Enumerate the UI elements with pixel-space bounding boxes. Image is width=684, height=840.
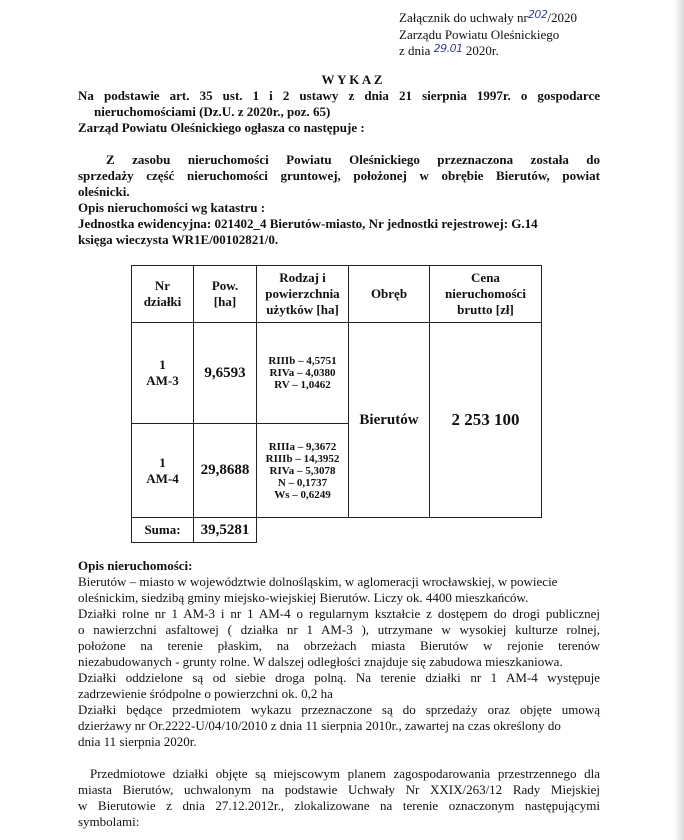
parcel-number-line: AM-3 xyxy=(146,373,179,388)
board-announcement: Zarząd Powiatu Oleśnickiego ogłasza co następuje : xyxy=(78,120,365,135)
gross-price: 2 253 100 xyxy=(430,323,542,518)
attachment-prefix: Załącznik do uchwały nr xyxy=(399,10,528,25)
header-nr-line: działki xyxy=(143,294,182,309)
header-cena-line: nieruchomości xyxy=(445,286,526,301)
parcel-area: 9,6593 xyxy=(194,323,257,424)
attachment-header xyxy=(399,10,577,60)
date-suffix: 2020r. xyxy=(465,43,499,58)
land-use-list xyxy=(257,323,349,424)
land-use-item: RIIIa – 9,3672 xyxy=(268,440,337,453)
zoning-line: miasta Bierutów, uchwalonym na podstawie Uchwały Nr XXIX/263/12 Rady Miejskiej xyxy=(78,782,600,797)
header-pow-line: Pow. xyxy=(211,278,239,293)
land-use-item: RIVa – 5,3078 xyxy=(269,464,336,477)
header-rodzaj-line: Rodzaj i xyxy=(279,270,326,285)
legal-basis-line-2: nieruchomościami (Dz.U. z 2020r., poz. 65) xyxy=(94,104,331,119)
header-rodzaj-line: użytków [ha] xyxy=(266,302,339,317)
empty-cell xyxy=(349,518,430,543)
description-line: położone na terenie płaskim, na obrzeżach miasta Bierutów w rejonie terenów xyxy=(78,638,600,653)
attachment-year: /2020 xyxy=(547,10,577,25)
land-use-item: RIVa – 4,0380 xyxy=(269,367,336,379)
header-pow-line: [ha] xyxy=(213,294,237,309)
zoning-line: symbolami: xyxy=(78,814,140,829)
cadastre-unit: Jednostka ewidencyjna: 021402_4 Bierutów-miasto, Nr jednostki rejestrowej: G.14 xyxy=(78,216,538,231)
cadastre-block xyxy=(78,200,538,248)
header-obreb xyxy=(349,266,430,323)
sale-line-3: oleśnicki. xyxy=(78,184,130,199)
document-title: W Y K A Z xyxy=(321,72,383,87)
table-header-row xyxy=(132,266,542,323)
date-prefix: z dnia xyxy=(399,43,431,58)
sale-paragraph xyxy=(78,152,600,200)
zoning-line: Przedmiotowe działki objęte są miejscowym planem zagospodarowania przestrzennego dla xyxy=(90,766,600,781)
description-line: Działki będące przedmiotem wykazu przeznaczone są do sprzedaży oraz objęte umową xyxy=(78,702,600,717)
empty-cell xyxy=(257,518,349,543)
header-rodzaj xyxy=(257,266,349,323)
cadastre-heading: Opis nieruchomości wg katastru : xyxy=(78,200,266,215)
description-line: dnia 11 sierpnia 2020r. xyxy=(78,734,197,749)
header-nr xyxy=(132,266,194,323)
sum-label: Suma: xyxy=(132,518,194,543)
description-line: oleśnickim, siedzibą gminy miejsko-wiejskiej Bierutów. Liczy ok. 4400 mieszkańców. xyxy=(78,590,529,605)
table-row xyxy=(132,323,542,424)
parcel-area: 29,8688 xyxy=(194,424,257,518)
land-use-item: Ws – 0,6249 xyxy=(274,488,331,501)
header-cena xyxy=(430,266,542,323)
description-line: o nawierzchni asfaltowej ( działka nr 1 AM-3 ), utrzymane w wysokiej kulturze rolnej, xyxy=(78,622,600,637)
handwritten-date: 29.01 xyxy=(433,42,463,55)
attachment-line-1 xyxy=(399,10,577,27)
land-use-item: N – 0,1737 xyxy=(277,476,328,489)
header-rodzaj-line: powierzchnia xyxy=(265,286,340,301)
land-use-list xyxy=(257,424,349,518)
description-line: zadrzewienie śródpolne o powierzchni ok. 0,2 ha xyxy=(78,686,333,701)
property-table xyxy=(131,265,542,543)
parcel-number-line: 1 xyxy=(159,357,166,372)
parcel-number-line: 1 xyxy=(159,454,166,470)
property-description xyxy=(78,558,600,750)
sum-row xyxy=(132,518,542,543)
legal-basis-line-1: Na podstawie art. 35 ust. 1 i 2 ustawy z dnia 21 sierpnia 1997r. o gospodarce xyxy=(78,88,600,103)
sale-line-2: sprzedaży część nieruchomości gruntowej, położonej w obrębie Bierutów, powiat xyxy=(78,168,600,183)
description-line: dzierżawy nr Or.2222-U/04/10/2010 z dnia 11 sierpnia 2010r., zawartej na czas określony do xyxy=(78,718,561,733)
description-heading: Opis nieruchomości: xyxy=(78,558,193,573)
header-cena-line: brutto [zł] xyxy=(457,302,514,317)
handwritten-resolution-number: 202 xyxy=(527,8,548,21)
attachment-line-2: Zarządu Powiatu Oleśnickiego xyxy=(399,27,560,42)
land-use-item: RV – 1,0462 xyxy=(274,379,331,391)
land-use-item: RIIIb – 4,5751 xyxy=(268,355,337,367)
zoning-plan-paragraph xyxy=(78,766,600,830)
parcel-number-line: AM-4 xyxy=(146,470,179,486)
intro-block xyxy=(78,88,600,136)
sum-value: 39,5281 xyxy=(194,518,257,543)
header-nr-line: Nr xyxy=(154,278,171,293)
parcel-number xyxy=(132,424,194,518)
description-line: niezabudowanych - grunty rolne. W dalszej odległości znajduje się zabudowa mieszkaniowa. xyxy=(78,654,563,669)
header-obreb-line: Obręb xyxy=(370,286,408,301)
header-cena-line: Cena xyxy=(471,270,500,285)
header-pow xyxy=(194,266,257,323)
parcel-number xyxy=(132,323,194,424)
precinct-name: Bierutów xyxy=(349,323,430,518)
scan-edge-shadow xyxy=(674,0,684,840)
land-register: księga wieczysta WR1E/00102821/0. xyxy=(78,232,279,247)
land-use-item: RIIIb – 14,3952 xyxy=(265,452,340,465)
zoning-line: w Bierutowie z dnia 27.12.2012r., zlokalizowane na terenie oznaczonym następującymi xyxy=(78,798,600,813)
description-line: Działki oddzielone są od siebie droga polną. Na terenie działki nr 1 AM-4 występuje xyxy=(78,670,600,685)
description-line: Bierutów – miasto w województwie dolnośląskim, w aglomeracji wrocławskiej, w powiecie xyxy=(78,574,558,589)
empty-cell xyxy=(430,518,542,543)
sale-line-1: Z zasobu nieruchomości Powiatu Oleśnickiego przeznaczona została do xyxy=(106,152,600,167)
description-line: Działki rolne nr 1 AM-3 i nr 1 AM-4 o regularnym kształcie z dostępem do drogi publicznej xyxy=(78,606,600,621)
attachment-line-3 xyxy=(399,43,577,60)
